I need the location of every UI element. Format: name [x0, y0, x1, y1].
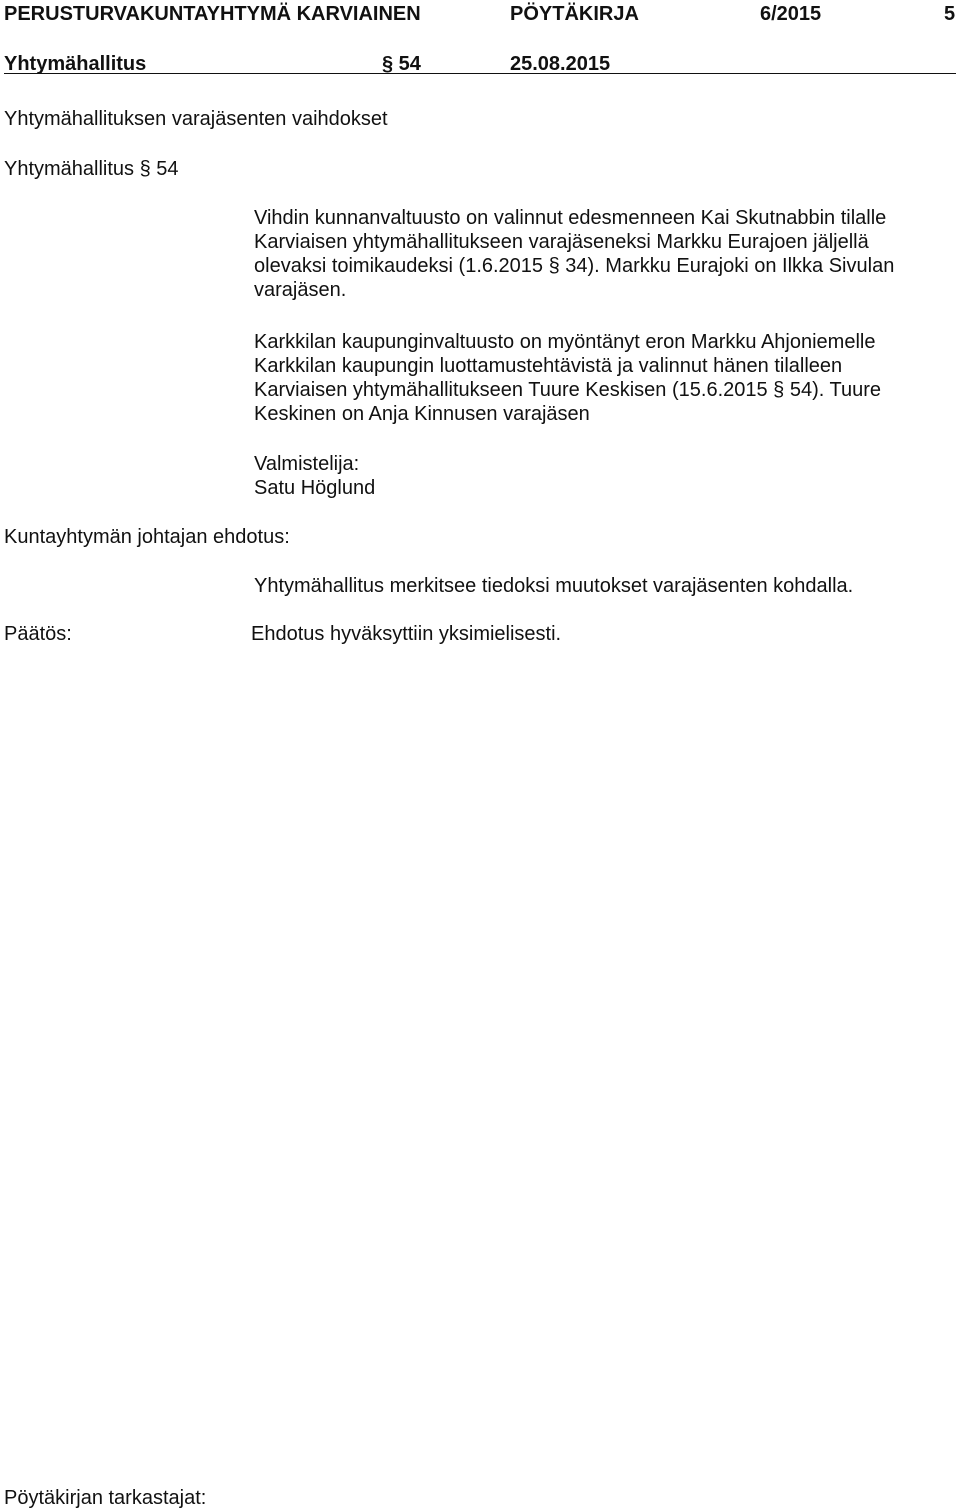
- document-type: PÖYTÄKIRJA: [510, 3, 639, 25]
- meeting-date: 25.08.2015: [510, 53, 611, 75]
- paragraph-2-line: Karviaisen yhtymähallitukseen Tuure Keskisen (15.6.2015 § 54). Tuure: [254, 379, 882, 401]
- section-number: § 54: [382, 53, 421, 75]
- page-number: 5: [944, 3, 956, 25]
- paragraph-1-line: Karviaisen yhtymähallitukseen varajäseneksi Markku Eurajoen jäljellä: [254, 231, 869, 253]
- item-reference: Yhtymähallitus § 54: [4, 158, 179, 180]
- proposal-label: Kuntayhtymän johtajan ehdotus:: [4, 526, 290, 548]
- paragraph-2-line: Karkkilan kaupunginvaltuusto on myöntänyt eron Markku Ahjoniemelle: [254, 331, 876, 353]
- paragraph-1-line: varajäsen.: [254, 279, 347, 301]
- item-title: Yhtymähallituksen varajäsenten vaihdokset: [4, 108, 388, 130]
- paragraph-1: [254, 206, 944, 302]
- preparer-name: Satu Höglund: [254, 477, 376, 499]
- paragraph-1-line: Vihdin kunnanvaltuusto on valinnut edesmenneen Kai Skutnabbin tilalle: [254, 207, 887, 229]
- header-divider: [4, 73, 956, 74]
- preparer-label: Valmistelija:: [254, 453, 360, 475]
- preparer-block: [254, 452, 944, 500]
- board-name: Yhtymähallitus: [4, 53, 147, 75]
- inspectors-label: Pöytäkirjan tarkastajat:: [4, 1487, 207, 1509]
- paragraph-1-line: olevaksi toimikaudeksi (1.6.2015 § 34). Markku Eurajoki on Ilkka Sivulan: [254, 255, 895, 277]
- paragraph-2-line: Keskinen on Anja Kinnusen varajäsen: [254, 403, 590, 425]
- proposal-text: Yhtymähallitus merkitsee tiedoksi muutokset varajäsenten kohdalla.: [254, 575, 854, 597]
- paragraph-2-line: Karkkilan kaupungin luottamustehtävistä ja valinnut hänen tilalleen: [254, 355, 843, 377]
- organization-name: PERUSTURVAKUNTAYHTYMÄ KARVIAINEN: [4, 3, 421, 25]
- decision-text: Ehdotus hyväksyttiin yksimielisesti.: [251, 623, 562, 645]
- document-number: 6/2015: [760, 3, 822, 25]
- paragraph-2: [254, 330, 944, 426]
- decision-label: Päätös:: [4, 623, 72, 645]
